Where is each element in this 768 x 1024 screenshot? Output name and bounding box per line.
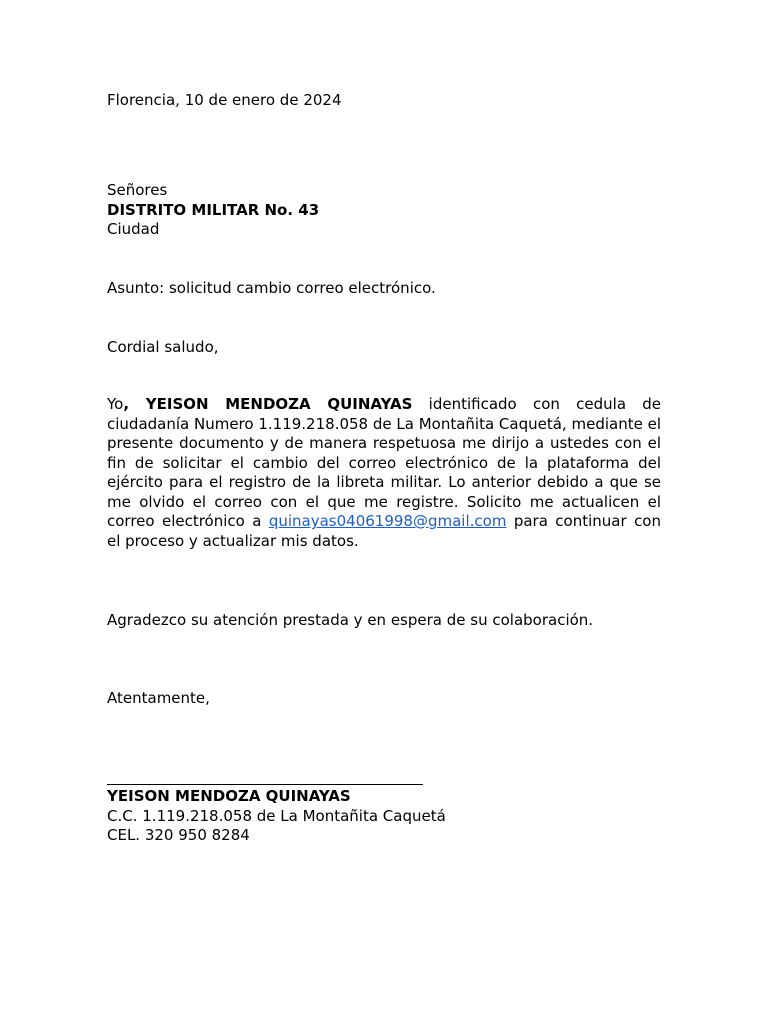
subject-line: Asunto: solicitud cambio correo electrónico. <box>107 279 436 297</box>
signature-line <box>107 784 423 785</box>
greeting: Cordial saludo, <box>107 338 219 356</box>
body-text-before-email: identificado con cedula de ciudadanía Numero 1.119.218.058 de La Montañita Caquetá, mediante el presente documento y de manera respetuosa me dirijo a ustedes con el fin de solicitar el cambio del correo electrónico de la plataforma del ejército para el registro de la libreta militar. Lo anterior debido a que se me olvido el correo con el que me registre. Solicito me actualicen el correo electrónico a <box>107 395 661 530</box>
recipient-city: Ciudad <box>107 220 160 238</box>
body-pronoun: Yo <box>107 395 124 413</box>
signature-phone: CEL. 320 950 8284 <box>107 826 250 844</box>
closing-line: Atentamente, <box>107 689 210 707</box>
signature-name: YEISON MENDOZA QUINAYAS <box>107 787 351 805</box>
email-link[interactable]: quinayas04061998@gmail.com <box>268 512 507 530</box>
body-paragraph <box>107 395 661 551</box>
recipient-name: DISTRITO MILITAR No. 43 <box>107 201 320 219</box>
thanks-line: Agradezco su atención prestada y en espera de su colaboración. <box>107 611 594 629</box>
recipient-salutation: Señores <box>107 181 168 199</box>
body-name: , YEISON MENDOZA QUINAYAS <box>123 395 413 413</box>
signature-id: C.C. 1.119.218.058 de La Montañita Caquetá <box>107 807 446 825</box>
place-date: Florencia, 10 de enero de 2024 <box>107 91 342 109</box>
body-text-after-email: para continuar con el proceso y actualizar mis datos. <box>107 512 661 550</box>
